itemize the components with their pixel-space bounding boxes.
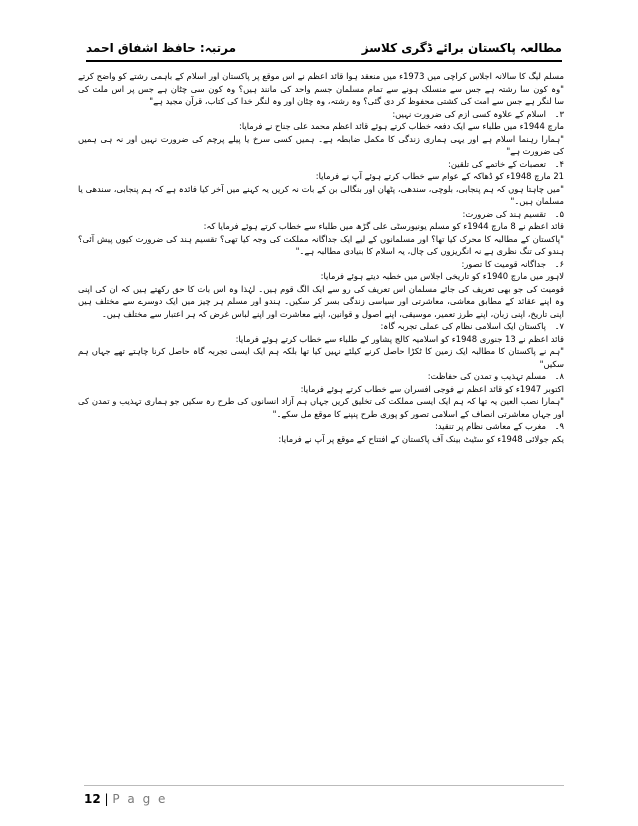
footer-divider <box>84 785 564 786</box>
section-heading <box>78 320 564 333</box>
text-line: "وہ کون سا رشتہ ہے جس سے منسلک ہونے سے تمام مسلمان جسم واحد کی مانند ہیں؟ وہ کون سی چٹان ہے جس پر اس ملت کی <box>78 83 564 94</box>
section-7 <box>78 320 564 370</box>
section-heading <box>78 208 564 221</box>
text-line: اور جہاں معاشرتی انصاف کے اسلامی تصور کو پوری طرح پنپنے کا موقع مل سکے۔" <box>272 408 564 419</box>
page-label: P a g e <box>112 792 168 806</box>
text-line: کی ضرورت ہے" <box>506 146 564 156</box>
section-heading <box>78 108 564 121</box>
section-5 <box>78 208 564 258</box>
section-heading <box>78 370 564 383</box>
section-number: ۶۔ <box>554 258 564 269</box>
text-line: "میں چاہتا ہوں کہ ہم پنجابی، بلوچی، سندھی، پٹھان اور بنگالی بن کے بات نہ کریں یہ کہنے میں آخر کیا فائدہ ہے کہ ہم پنجابی، سندھی یا <box>78 183 564 194</box>
section-title: پاکستان ایک اسلامی نظام کی عملی تجربہ گاہ: <box>380 321 546 331</box>
text-line: قومیت کی جو بھی تعریف کی جائے مسلمان اس تعریف کی رو سے ایک الگ قوم ہیں۔ لہٰذا وہ اس بات کا حق رکھتے ہیں کہ ان کی اپنی <box>78 283 564 294</box>
text-line: مارچ 1944ء میں طلباء سے ایک دفعہ خطاب کرتے ہوئے قائد اعظم محمد علی جناح نے فرمایا: <box>239 121 564 131</box>
text-line: وہ اپنے عقائد کے مطابق معاشی، معاشرتی اور سیاسی زندگی بسر کر سکیں۔ ہندو اور مسلم ہر چیز میں ایک دوسرے سے مختلف ہیں <box>78 296 564 306</box>
text-line: "ہمارا نصب العین یہ تھا کہ ہم ایک ایسی مملکت کی تخلیق کریں جہاں ہم آزاد انسانوں کی طرح رہ سکیں جو ہماری تہذیب و تمدن کی <box>78 396 564 406</box>
section-title: تعصبات کے خاتمے کی تلقین: <box>448 158 546 169</box>
text-line: اکتوبر 1947ء کو قائد اعظم نے فوجی افسران سے خطاب کرتے ہوئے فرمایا: <box>300 383 564 394</box>
footer-separator: | <box>100 792 113 806</box>
section-heading <box>78 158 564 171</box>
section-4 <box>78 158 564 208</box>
document-body <box>78 70 564 445</box>
text-line: "پاکستان کے مطالبہ کا محرک کیا تھا؟ اور مسلمانوں کے لیے ایک جداگانہ مملکت کی وجہ کیا تھی؟ تقسیم ہند کی ضرورت کیوں پیش آئی؟ <box>78 233 564 244</box>
page-footer <box>84 792 167 806</box>
text-line: "ہمارا رہنما اسلام ہے اور یہی ہماری زندگی کا مکمل ضابطہ ہے۔ ہمیں کسی سرخ یا پیلے پرچم کی ضرورت نہیں اور نہ ہی ہمیں <box>78 133 564 144</box>
section-number: ۴۔ <box>554 158 564 169</box>
text-line: سا لنگر ہے جس سے امت کی کشتی محفوظ کر دی گئی؟ وہ رشتہ، وہ چٹان اور وہ لنگر خدا کی کتاب، قرآن مجید ہے" <box>149 96 564 106</box>
section-number: ۹۔ <box>554 421 564 431</box>
section-title: جداگانہ قومیت کا تصور: <box>461 258 546 269</box>
section-number: ۷۔ <box>554 321 564 331</box>
page-number: 12 <box>84 792 101 806</box>
text-line: مسلمان ہیں۔" <box>510 196 564 206</box>
document-title: مطالعہ پاکستان برائے ڈگری کلاسز <box>361 41 562 55</box>
text-line: مسلم لیگ کا سالانہ اجلاس کراچی میں 1973ء میں منعقد ہوا قائد اعظم نے اس موقع پر پاکستان اور اسلام کے باہمی رشتے کو واضح کرتے <box>78 71 564 81</box>
section-number: ۸۔ <box>554 371 564 381</box>
text-line: اپنی تاریخ، اپنی زبان، اپنے طرز تعمیر، موسیقی، اپنے اصول و قوانین، اپنے معاشرت اور اپنے لباس غرض کہ ہر اعتبار سے مختلف ہیں۔ <box>101 308 564 319</box>
text-line: لاہور میں مارچ 1940ء کو تاریخی اجلاس میں خطبہ دیتے ہوئے فرمایا: <box>320 271 564 281</box>
text-line: قائد اعظم نے 13 جنوری 1948ء کو اسلامیہ کالج پشاور کے طلباء سے خطاب کرتے ہوئے فرمایا: <box>235 333 564 344</box>
section-title: تقسیم ہند کی ضرورت: <box>462 208 546 219</box>
header-divider <box>86 60 562 62</box>
section-title: مغرب کے معاشی نظام پر تنقید: <box>434 421 546 431</box>
text-line: سکیں" <box>539 358 564 369</box>
author-credit: مرتبہ: حافظ اشفاق احمد <box>86 41 237 55</box>
section-8 <box>78 370 564 420</box>
paragraph-intro <box>78 70 564 108</box>
section-6 <box>78 258 564 321</box>
text-line: قائد اعظم نے 8 مارچ 1944ء کو مسلم یونیورسٹی علی گڑھ میں طلباء سے خطاب کرتے ہوئے فرمایا کہ: <box>203 221 564 231</box>
section-number: ۳۔ <box>554 108 564 119</box>
text-line: ہندو کی تنگ نظری ہے نہ انگریزوں کی چال، یہ اسلام کا بنیادی مطالبہ ہے۔" <box>295 246 564 256</box>
section-heading <box>78 420 564 433</box>
section-9 <box>78 420 564 445</box>
page-header <box>86 38 562 58</box>
section-number: ۵۔ <box>554 208 564 219</box>
section-heading <box>78 258 564 271</box>
section-title: مسلم تہذیب و تمدن کی حفاظت: <box>427 371 546 381</box>
text-line: 21 مارچ 1948ء کو ڈھاکہ کے عوام سے خطاب کرتے ہوئے آپ نے فرمایا: <box>315 171 564 181</box>
text-line: یکم جولائی 1948ء کو سٹیٹ بینک آف پاکستان کے افتتاح کے موقع پر آپ نے فرمایا: <box>278 433 564 444</box>
section-title: اسلام کے علاوہ کسی ازم کی ضرورت نہیں: <box>392 108 546 119</box>
section-3 <box>78 108 564 158</box>
text-line: "ہم نے پاکستان کا مطالبہ ایک زمین کا ٹکڑا حاصل کرنے کیلئے نہیں کیا تھا بلکہ ہم ایک ایسی تجربہ گاہ حاصل کرنا چاہتے تھے جہاں ہم <box>78 346 564 356</box>
